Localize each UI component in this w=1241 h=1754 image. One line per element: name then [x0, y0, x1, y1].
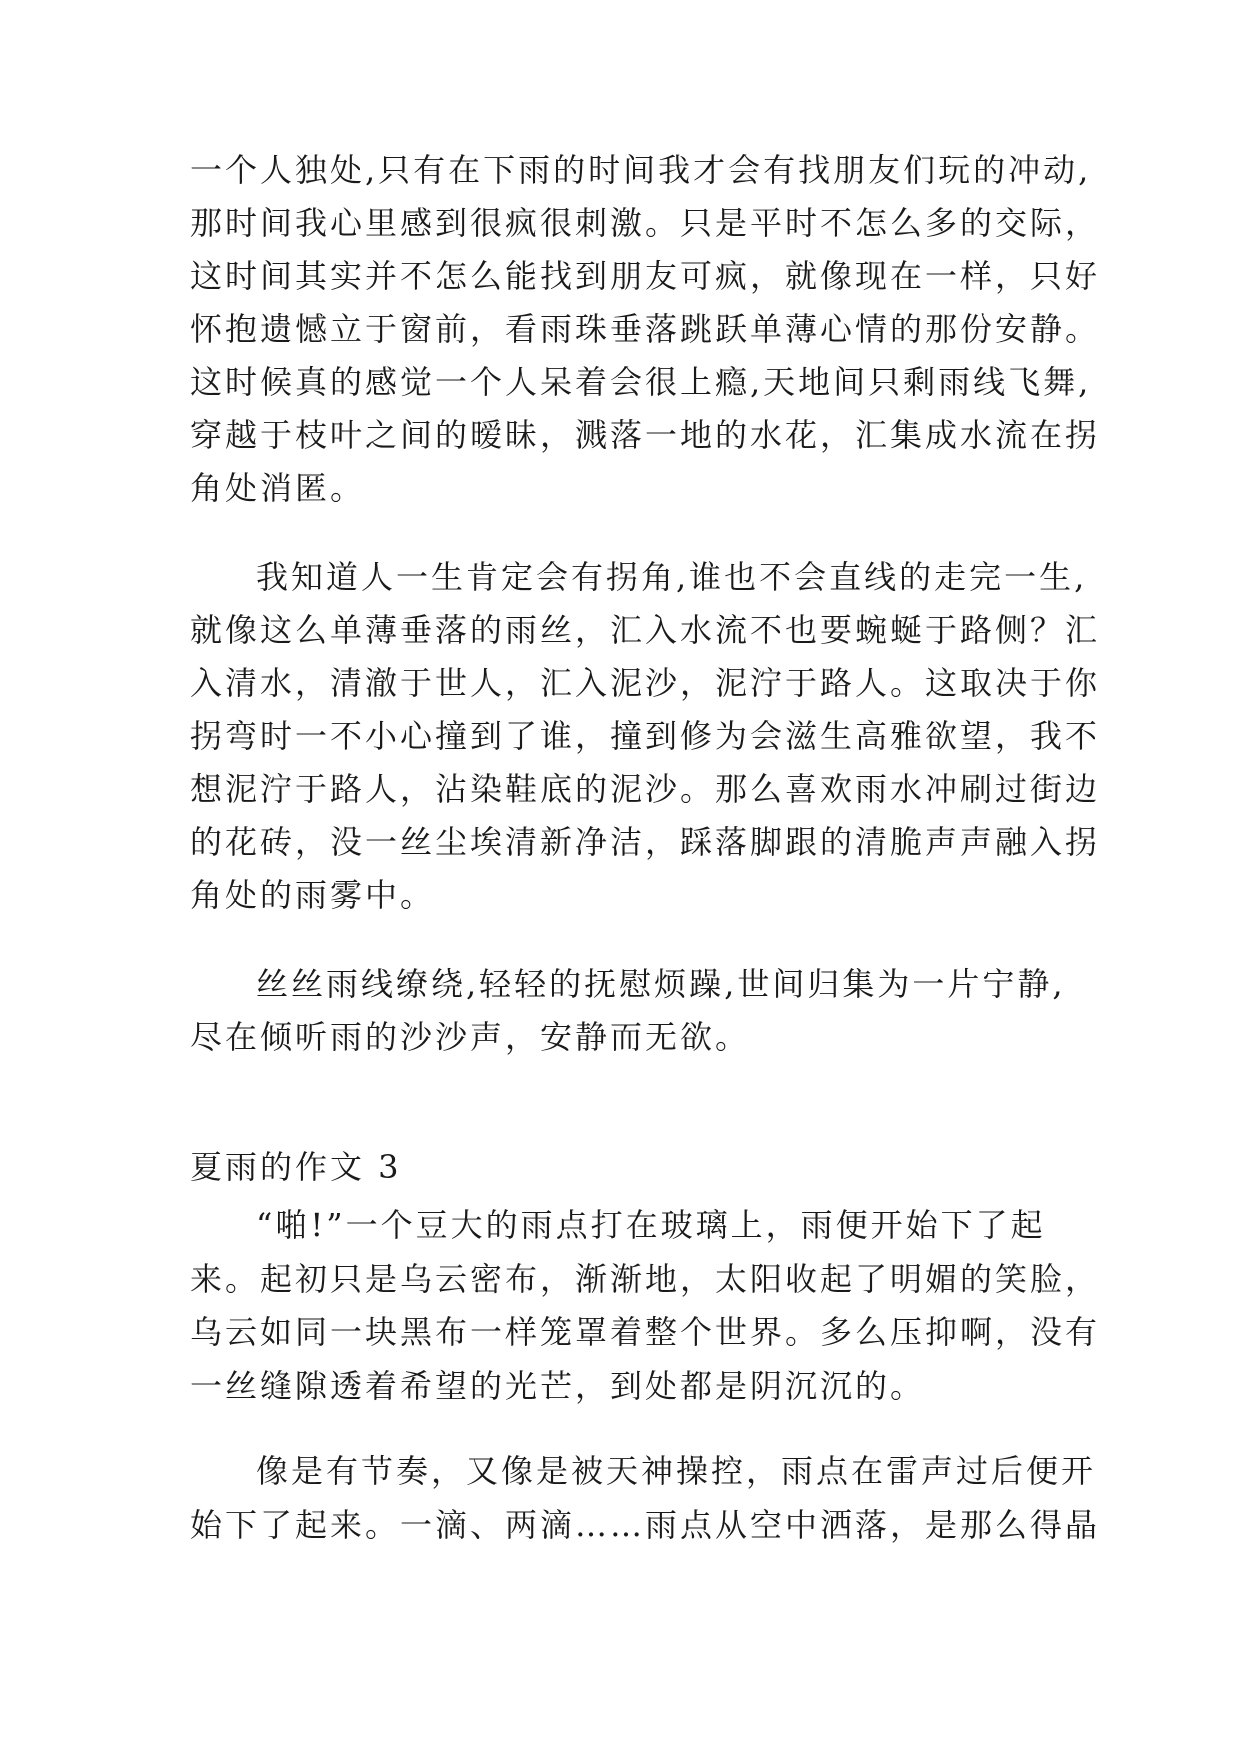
section-heading: 夏雨的作文 3: [190, 1148, 402, 1186]
text-line: 这时间其实并不怎么能找到朋友可疯，就像现在一样，只好: [190, 257, 1101, 295]
text-line: 拐弯时一不小心撞到了谁，撞到修为会滋生高雅欲望，我不: [190, 717, 1101, 755]
text-line: 就像这么单薄垂落的雨丝，汇入水流不也要蜿蜒于路侧？汇: [190, 611, 1101, 649]
text-line: 角处的雨雾中。: [190, 876, 436, 914]
text-line: 那时间我心里感到很疯很刺激。只是平时不怎么多的交际，: [190, 204, 1101, 242]
text-line: 一丝缝隙透着希望的光芒，到处都是阴沉沉的。: [190, 1367, 926, 1405]
text-line: 怀抱遗憾立于窗前，看雨珠垂落跳跃单薄心情的那份安静。: [190, 310, 1101, 348]
paragraph-first-line: 丝丝雨线缭绕,轻轻的抚慰烦躁,世间归集为一片宁静,: [256, 965, 1066, 1003]
paragraph-first-line: 像是有节奏，又像是被天神操控，雨点在雷声过后便开: [256, 1452, 1097, 1490]
text-line: 这时候真的感觉一个人呆着会很上瘾,天地间只剩雨线飞舞,: [190, 363, 1092, 401]
text-line: 的花砖，没一丝尘埃清新净洁，踩落脚跟的清脆声声融入拐: [190, 823, 1101, 861]
text-line: 始下了起来。一滴、两滴……雨点从空中洒落，是那么得晶: [190, 1506, 1101, 1544]
paragraph-first-line: 我知道人一生肯定会有拐角,谁也不会直线的走完一生,: [256, 558, 1088, 596]
text-line: 一个人独处,只有在下雨的时间我才会有找朋友们玩的冲动,: [190, 151, 1092, 189]
text-line: 穿越于枝叶之间的暧昧，溅落一地的水花，汇集成水流在拐: [190, 416, 1101, 454]
text-line: 乌云如同一块黑布一样笼罩着整个世界。多么压抑啊，没有: [190, 1313, 1101, 1351]
text-line: 来。起初只是乌云密布，渐渐地，太阳收起了明媚的笑脸，: [190, 1260, 1101, 1298]
paragraph-first-line: “啪!”一个豆大的雨点打在玻璃上，雨便开始下了起: [256, 1206, 1046, 1244]
text-line: 想泥泞于路人，沾染鞋底的泥沙。那么喜欢雨水冲刷过街边: [190, 770, 1101, 808]
text-line: 角处消匿。: [190, 469, 366, 507]
text-line: 入清水，清澈于世人，汇入泥沙，泥泞于路人。这取决于你: [190, 664, 1101, 702]
text-line: 尽在倾听雨的沙沙声，安静而无欲。: [190, 1018, 751, 1056]
